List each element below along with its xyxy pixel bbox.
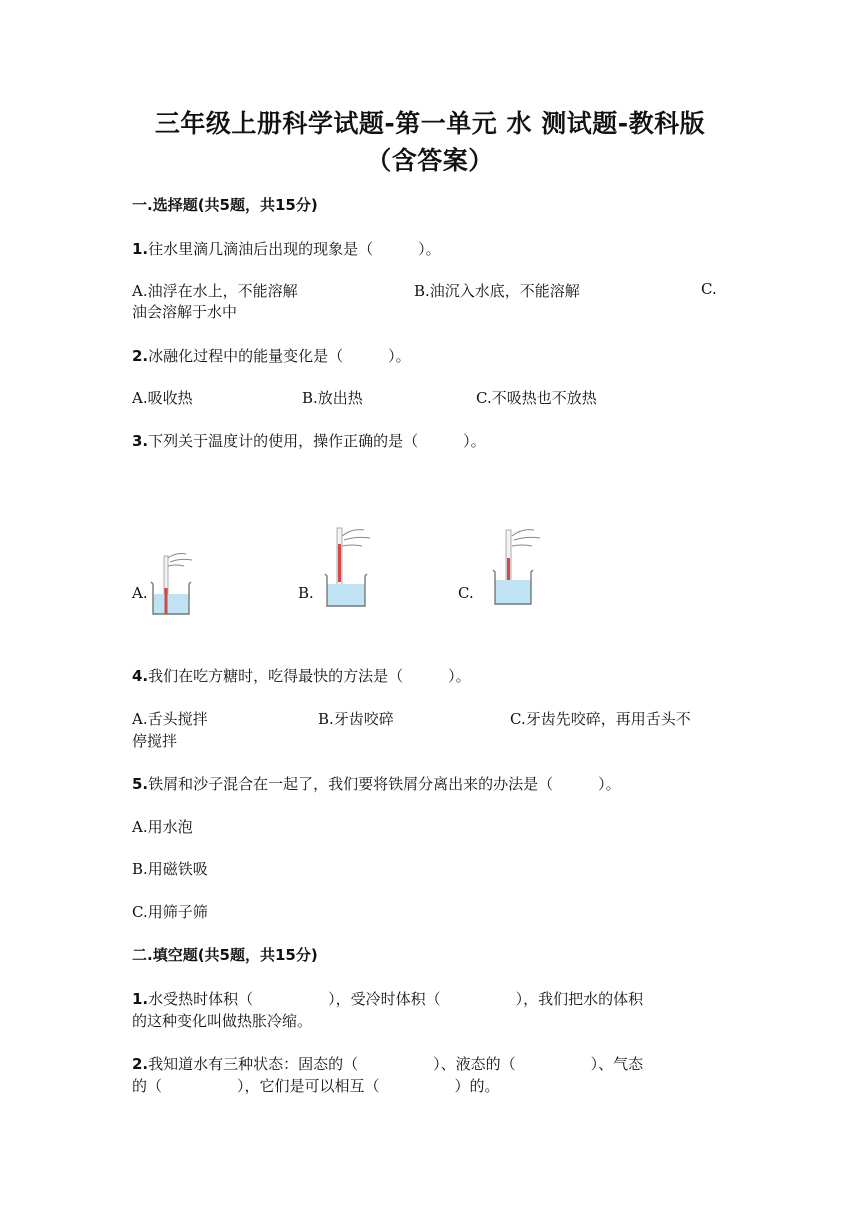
option-a: A.吸收热	[132, 389, 193, 407]
question-3	[132, 430, 486, 451]
option-b: B.牙齿咬碎	[318, 710, 394, 728]
question-text: 下列关于温度计的使用，操作正确的是（ ）。	[148, 432, 486, 450]
question-1	[132, 238, 441, 259]
option-a: A.用水泡	[132, 818, 193, 836]
question-number: 2.	[132, 1055, 149, 1073]
question-text: 铁屑和沙子混合在一起了，我们要将铁屑分离出来的办法是（ ）。	[148, 775, 621, 793]
option-c: C.用筛子筛	[132, 903, 208, 921]
thermometer-beaker-figure-a	[146, 548, 198, 616]
section-heading-choice: 一.选择题(共5题，共15分)	[132, 196, 318, 214]
question-5	[132, 773, 621, 794]
question-number: 4.	[132, 667, 149, 685]
question-text-line1: 我知道水有三种状态：固态的（ ）、液态的（ ）、气态	[148, 1055, 644, 1073]
thermometer-beaker-figure-b	[318, 524, 378, 610]
option-c: C.不吸热也不放热	[476, 389, 597, 407]
option-b: B.用磁铁吸	[132, 860, 208, 878]
option-c-tail: 油会溶解于水中	[132, 303, 238, 321]
option-a: A.舌头搅拌	[132, 710, 208, 728]
option-b: B.油沉入水底，不能溶解	[414, 282, 580, 300]
page-subtitle: （含答案）	[366, 146, 494, 175]
question-2	[132, 345, 411, 366]
question-number: 5.	[132, 775, 149, 793]
question-number: 1.	[132, 990, 149, 1008]
question-number: 1.	[132, 240, 149, 258]
fill-question-2-line2: 的（ ），它们是可以相互（ ）的。	[132, 1077, 500, 1095]
option-c: C.牙齿先咬碎，再用舌头不	[510, 710, 691, 728]
option-c: C.	[458, 584, 474, 602]
option-a: A.	[132, 584, 148, 602]
question-text: 冰融化过程中的能量变化是（ ）。	[148, 347, 411, 365]
question-number: 3.	[132, 432, 149, 450]
option-c-tail: 停搅拌	[132, 732, 178, 750]
thermometer-beaker-figure-c	[490, 524, 550, 610]
option-b: B.	[298, 584, 314, 602]
page-title: 三年级上册科学试题-第一单元 水 测试题-教科版	[154, 109, 706, 138]
question-text: 往水里滴几滴油后出现的现象是（ ）。	[148, 240, 441, 258]
fill-question-1	[132, 988, 643, 1009]
question-4	[132, 665, 471, 686]
option-b: B.放出热	[302, 389, 363, 407]
option-a: A.油浮在水上，不能溶解	[132, 282, 298, 300]
option-c-head: C.	[701, 280, 717, 298]
section-heading-fill: 二.填空题(共5题，共15分)	[132, 946, 318, 964]
fill-question-2	[132, 1053, 643, 1074]
question-text-line1: 水受热时体积（ ），受冷时体积（ ），我们把水的体积	[148, 990, 644, 1008]
question-text: 我们在吃方糖时，吃得最快的方法是（ ）。	[148, 667, 471, 685]
question-number: 2.	[132, 347, 149, 365]
fill-question-1-line2: 的这种变化叫做热胀冷缩。	[132, 1012, 313, 1030]
